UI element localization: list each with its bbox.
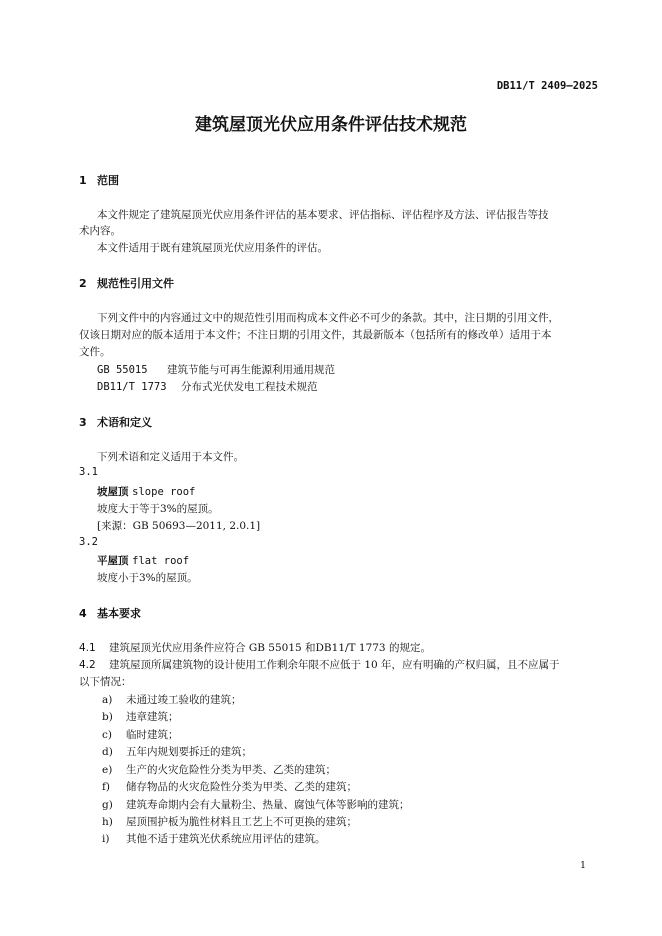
section-1-heading (79, 172, 119, 188)
list-marker: i) (102, 833, 110, 845)
term-source: [来源：GB 50693—2011, 2.0.1] (97, 520, 261, 532)
term-zh: 平屋顶 (97, 555, 129, 567)
reference-item (97, 362, 335, 377)
term-zh: 坡屋顶 (97, 486, 129, 498)
list-marker: b) (102, 711, 113, 723)
clause-4-1 (79, 640, 431, 655)
section-title: 规范性引用文件 (97, 277, 174, 290)
term-number: 3.1 (79, 466, 98, 478)
term-number: 3.2 (79, 536, 98, 548)
list-text: 生产的火灾危险性分类为甲类、乙类的建筑； (126, 764, 336, 776)
standard-code: DB11/T 2409—2025 (496, 80, 598, 92)
section-2-heading (79, 275, 174, 291)
list-text: 临时建筑； (126, 729, 179, 741)
section-title: 范围 (97, 174, 119, 187)
list-item (102, 831, 326, 846)
section-title: 基本要求 (97, 607, 141, 620)
paragraph-line: 术内容。 (79, 225, 121, 237)
list-item (102, 744, 252, 759)
list-text: 其他不适于建筑光伏系统应用评估的建筑。 (126, 833, 326, 845)
list-marker: c) (102, 729, 112, 741)
reference-code: GB 55015 (97, 364, 148, 376)
section-number: 3 (79, 416, 87, 429)
clause-number: 4.1 (79, 642, 96, 654)
section-3-heading (79, 414, 152, 430)
document-title: 建筑屋顶光伏应用条件评估技术规范 (195, 115, 467, 135)
reference-code: DB11/T 1773 (97, 381, 167, 393)
paragraph-line: 下列文件中的内容通过文中的规范性引用而构成本文件必不可少的条款。其中，注日期的引用文件， (97, 312, 559, 324)
list-item (102, 709, 179, 724)
list-marker: d) (102, 746, 113, 758)
list-text: 建筑寿命期内会有大量粉尘、热量、腐蚀气体等影响的建筑； (126, 799, 410, 811)
paragraph-line: 仅该日期对应的版本适用于本文件；不注日期的引用文件，其最新版本（包括所有的修改单）适用于本 (79, 329, 552, 341)
list-marker: a) (102, 694, 113, 706)
list-item (102, 797, 410, 812)
paragraph-line: 文件。 (79, 346, 111, 358)
reference-item (97, 379, 318, 394)
paragraph-line: 本文件适用于既有建筑屋顶光伏应用条件的评估。 (97, 242, 328, 254)
term-definition: 坡度大于等于3%的屋顶。 (97, 503, 219, 515)
list-text: 储存物品的火灾危险性分类为甲类、乙类的建筑； (126, 781, 357, 793)
section-title: 术语和定义 (97, 416, 152, 429)
list-text: 未通过竣工验收的建筑； (126, 694, 242, 706)
list-item (102, 779, 357, 794)
term-definition: 坡度小于3%的屋顶。 (97, 572, 198, 584)
list-item (102, 762, 336, 777)
reference-name: 分布式光伏发电工程技术规范 (181, 381, 318, 393)
list-text: 屋顶围护板为脆性材料且工艺上不可更换的建筑； (126, 816, 357, 828)
list-text: 五年内规划要拆迁的建筑； (126, 746, 252, 758)
list-text: 违章建筑； (126, 711, 179, 723)
section-number: 4 (79, 607, 87, 620)
list-marker: f) (102, 781, 110, 793)
term-en: flat roof (132, 555, 190, 567)
page-number: 1 (580, 860, 587, 871)
list-item (102, 814, 357, 829)
term-name (97, 553, 189, 568)
paragraph-line: 以下情况： (79, 676, 132, 688)
clause-text: 建筑屋顶所属建筑物的设计使用工作剩余年限不应低于 10 年，应有明确的产权归属，且不应属于 (109, 659, 560, 671)
term-name (97, 484, 195, 499)
section-number: 1 (79, 174, 87, 187)
list-marker: e) (102, 764, 113, 776)
reference-name: 建筑节能与可再生能源利用通用规范 (167, 364, 335, 376)
paragraph-line: 本文件规定了建筑屋顶光伏应用条件评估的基本要求、评估指标、评估程序及方法、评估报告等技 (97, 209, 549, 221)
list-item (102, 727, 179, 742)
term-en: slope roof (132, 486, 196, 498)
clause-text: 建筑屋顶光伏应用条件应符合 GB 55015 和DB11/T 1773 的规定。 (109, 642, 431, 654)
section-4-heading (79, 605, 141, 621)
paragraph-line: 下列术语和定义适用于本文件。 (97, 451, 244, 463)
list-item (102, 692, 242, 707)
clause-4-2 (79, 657, 560, 672)
list-marker: h) (102, 816, 113, 828)
list-marker: g) (102, 799, 113, 811)
section-number: 2 (79, 277, 87, 290)
clause-number: 4.2 (79, 659, 96, 671)
